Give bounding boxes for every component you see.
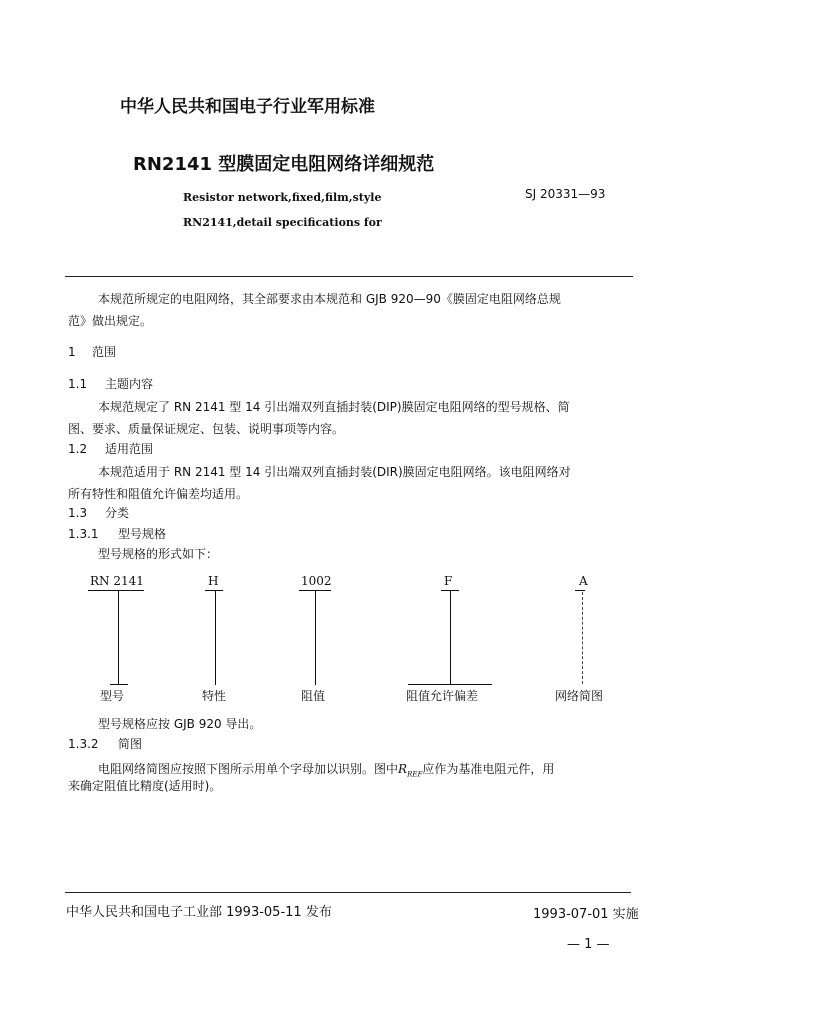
code-characteristic-underline [205, 590, 223, 591]
section-1-3-number: 1.3 [68, 506, 88, 520]
code-model: RN 2141 [90, 574, 144, 588]
code-schematic-stem [582, 592, 583, 684]
section-1-3-1-after: 型号规格应按 GJB 920 导出。 [98, 717, 262, 731]
english-title-line2: RN2141,detail specifications for [183, 216, 382, 229]
document-title: RN2141 型膜固定电阻网络详细规范 [133, 154, 435, 175]
label-resistance: 阻值 [301, 689, 326, 703]
label-schematic: 网络简图 [555, 689, 604, 703]
r-ref-subscript: REF [407, 770, 423, 779]
code-characteristic-stem [215, 590, 216, 685]
code-tolerance-foot [408, 684, 492, 685]
code-model-stem [118, 590, 119, 685]
section-1-number: 1 [68, 345, 76, 359]
section-1-3-1-line1: 型号规格的形式如下： [98, 547, 219, 561]
english-title-line1: Resistor network,fixed,film,style [183, 191, 382, 204]
section-1-title: 范围 [92, 345, 117, 359]
section-1-1-line2: 图、要求、质量保证规定、包装、说明事项等内容。 [68, 422, 345, 436]
code-model-foot [110, 684, 128, 685]
section-1-2-number: 1.2 [68, 442, 88, 456]
section-1-3-2-title: 简图 [118, 737, 143, 751]
section-1-3-2-line1-pre: 电阻网络简图应按照下图所示用单个字母加以识别。图中 [98, 762, 399, 776]
code-tolerance-stem [450, 590, 451, 685]
code-tolerance: F [444, 574, 453, 588]
section-1-3-title: 分类 [105, 506, 130, 520]
section-1-3-1-number: 1.3.1 [68, 527, 99, 541]
section-1-2-title: 适用范围 [105, 442, 154, 456]
label-model: 型号 [100, 689, 125, 703]
document-code: SJ 20331—93 [525, 187, 606, 201]
code-schematic-underline [575, 590, 585, 591]
code-resistance-stem [315, 590, 316, 685]
code-resistance: 1002 [301, 574, 332, 588]
intro-line2: 范》做出规定。 [68, 314, 153, 328]
footer-issuer: 中华人民共和国电子工业部 1993-05-11 发布 [66, 905, 332, 920]
label-tolerance: 阻值允许偏差 [406, 689, 479, 703]
section-1-2-line1: 本规范适用于 RN 2141 型 14 引出端双列直插封装(DIR)膜固定电阻网络。该电阻网络对 [98, 465, 571, 479]
section-1-1-line1: 本规范规定了 RN 2141 型 14 引出端双列直插封装(DIP)膜固定电阻网络的型号规格、简 [98, 400, 570, 414]
code-model-underline [88, 590, 144, 591]
section-1-3-1-title: 型号规格 [118, 527, 167, 541]
section-1-2-line2: 所有特性和阻值允许偏差均适用。 [68, 487, 249, 501]
r-ref-symbol: R [398, 762, 408, 776]
section-1-3-2-line2: 来确定阻值比精度(适用时)。 [68, 779, 222, 793]
footer-divider [65, 892, 631, 893]
page-number: — 1 — [567, 937, 610, 952]
code-schematic: A [579, 574, 588, 588]
footer-effective-date: 1993-07-01 实施 [533, 907, 639, 922]
section-1-1-title: 主题内容 [105, 377, 154, 391]
section-1-3-2-line1-post: 应作为基准电阻元件，用 [422, 762, 555, 776]
intro-line1: 本规范所规定的电阻网络，其全部要求由本规范和 GJB 920—90《膜固定电阻网络总规 [98, 292, 561, 306]
section-1-3-2-number: 1.3.2 [68, 737, 99, 751]
code-characteristic: H [208, 574, 219, 588]
label-characteristic: 特性 [202, 689, 227, 703]
standard-title: 中华人民共和国电子行业军用标准 [120, 97, 375, 117]
section-1-1-number: 1.1 [68, 377, 88, 391]
header-divider [65, 276, 633, 277]
